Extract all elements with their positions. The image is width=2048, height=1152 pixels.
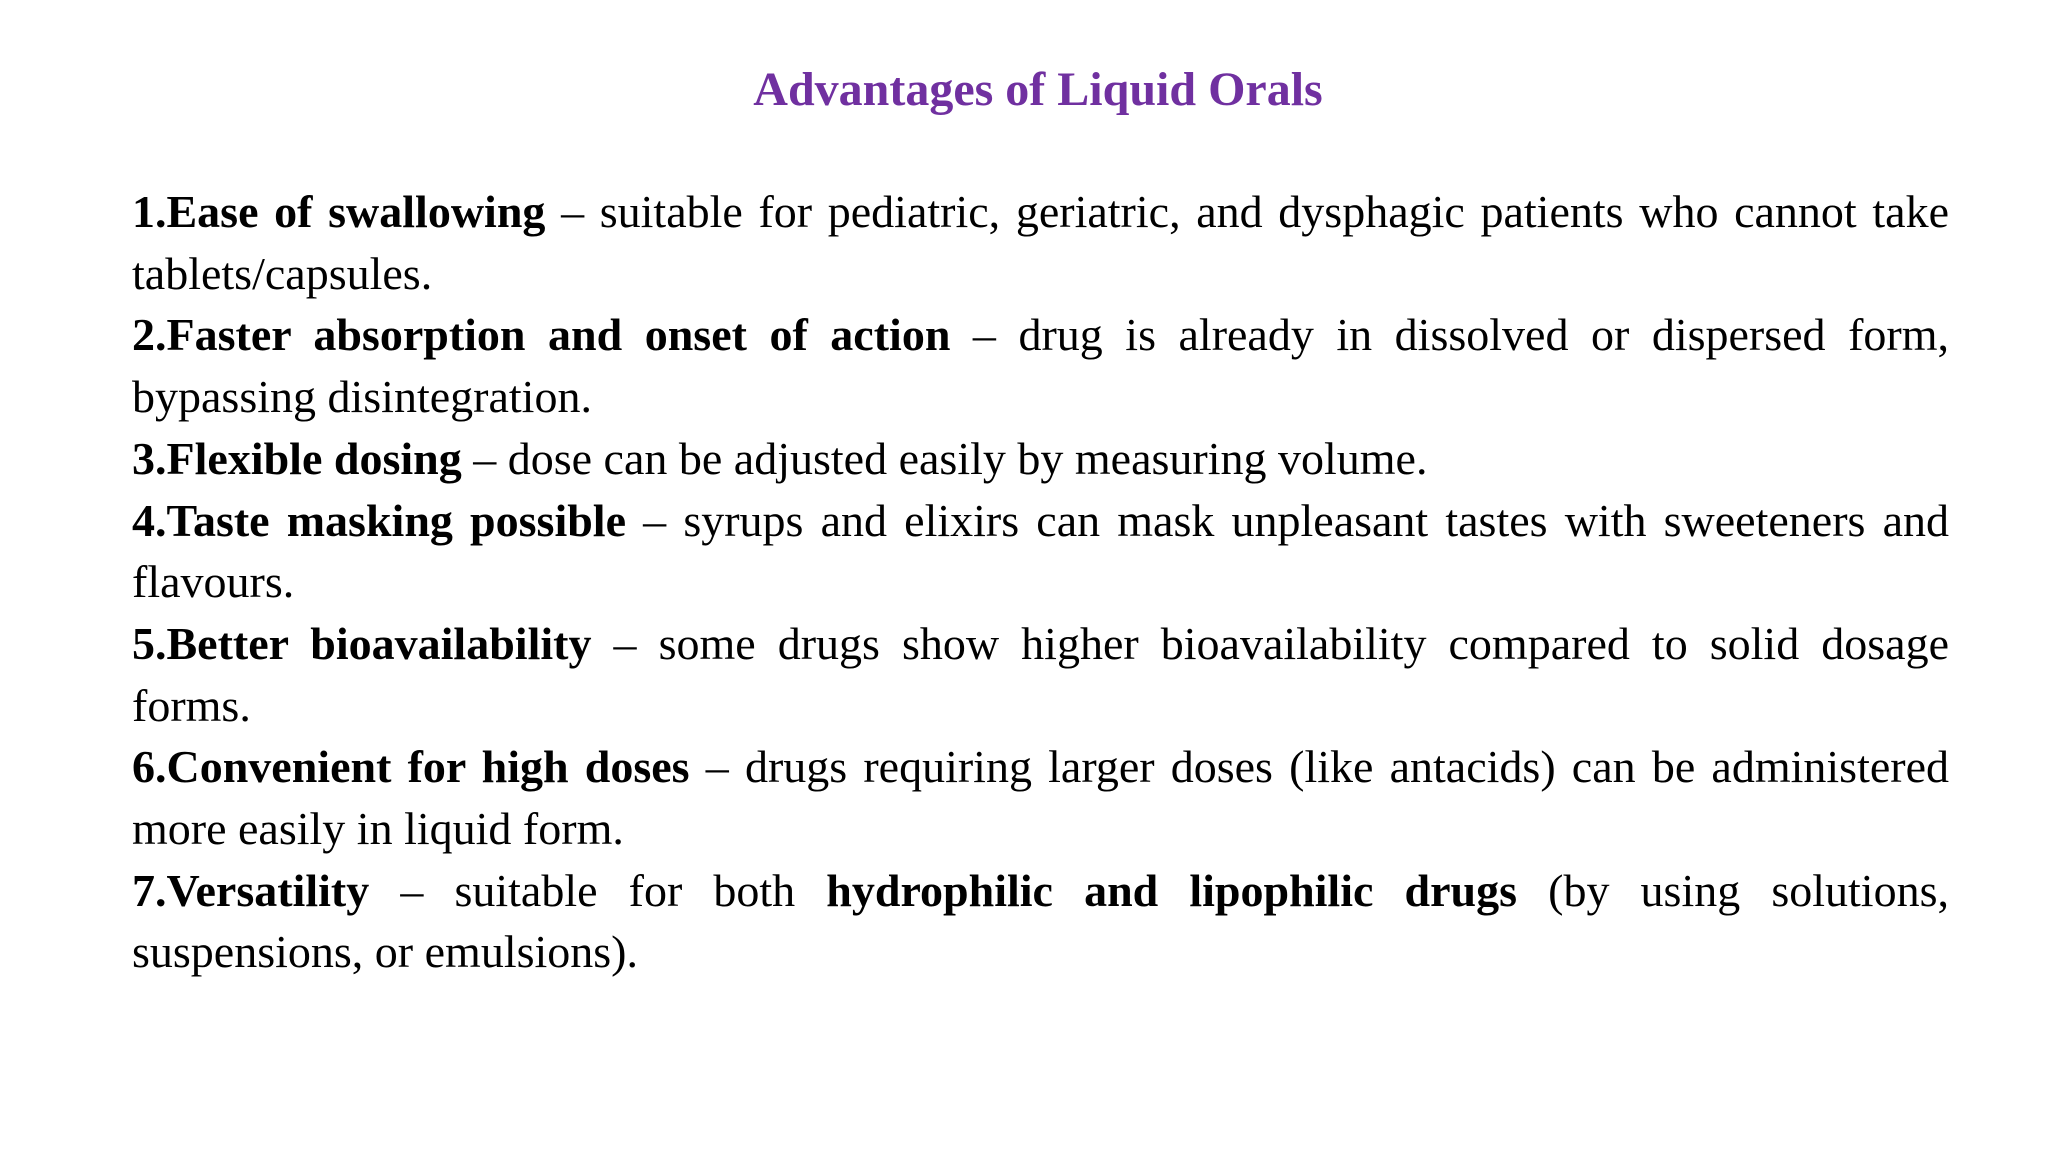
item-heading: 4.Taste masking possible [132, 494, 627, 546]
item-dash: – [950, 309, 1019, 361]
item-text: drug is already in dissolved or dispersed form, bypassing disintegration. [132, 309, 1949, 423]
list-item [132, 428, 1949, 490]
item-emphasis: hydrophilic and lipophilic drugs [826, 864, 1518, 916]
advantages-list [132, 181, 1949, 983]
item-heading: 3.Flexible dosing [132, 432, 462, 484]
item-text: suitable for both [454, 864, 827, 916]
item-text: drugs requiring larger doses (like antacids) can be administered more easily in liquid form. [132, 741, 1950, 855]
item-text: some drugs show higher bioavailability compared to solid dosage forms. [132, 617, 1950, 731]
item-dash: – [461, 432, 508, 484]
item-heading: 2.Faster absorption and onset of action [132, 309, 951, 361]
item-number: 1. [132, 186, 167, 237]
list-item [132, 736, 1949, 859]
list-item [132, 860, 1949, 983]
item-number: 4. [132, 494, 167, 546]
item-dash: – [545, 186, 600, 237]
item-dash: – [689, 741, 745, 793]
item-heading: 5.Better bioavailability [132, 617, 592, 669]
item-text: dose can be adjusted easily by measuring volume. [507, 432, 1428, 484]
item-heading: 1.Ease of swallowing [132, 186, 546, 237]
item-text: suitable for pediatric, geriatric, and dysphagic patients who cannot take tablets/capsules. [132, 186, 1949, 299]
list-item [132, 304, 1949, 427]
item-heading: 6.Convenient for high doses [132, 741, 690, 793]
list-item [132, 613, 1949, 736]
list-item [132, 181, 1949, 304]
item-dash: – [369, 864, 455, 916]
item-number: 3. [132, 432, 167, 484]
item-text-after: (by using solutions, suspensions, or emulsions). [132, 864, 1949, 978]
item-dash: – [591, 617, 659, 669]
list-item [132, 490, 1949, 613]
slide-title: Advantages of Liquid Orals [753, 63, 1323, 116]
item-dash: – [626, 494, 684, 546]
item-number: 6. [132, 741, 167, 793]
item-number: 5. [132, 617, 167, 669]
item-heading: 7.Versatility [132, 864, 370, 916]
item-number: 7. [132, 864, 167, 916]
item-text: syrups and elixirs can mask unpleasant tastes with sweeteners and flavours. [132, 494, 1949, 608]
item-number: 2. [132, 309, 167, 361]
